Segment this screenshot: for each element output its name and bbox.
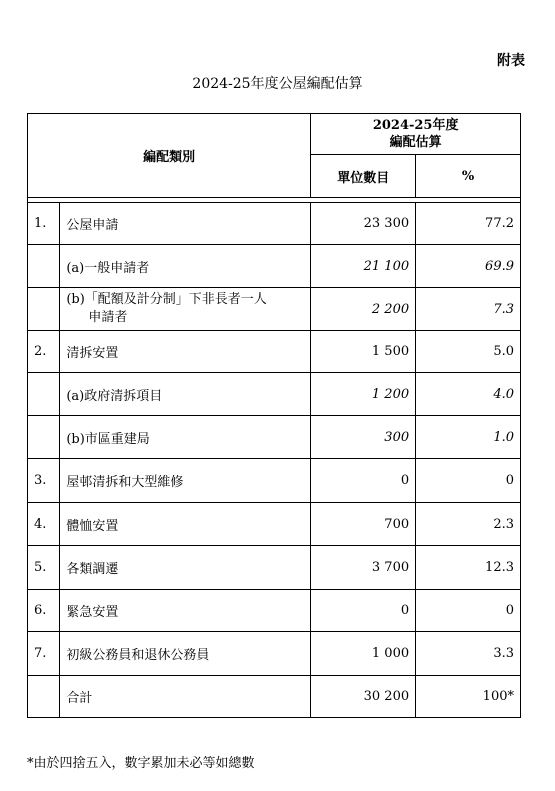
row-number: 6. — [28, 590, 60, 632]
row-number — [28, 288, 60, 331]
row-percent: 3.3 — [416, 632, 521, 676]
table-row — [28, 632, 521, 676]
row-label: 公屋申請 — [60, 203, 311, 245]
row-label: 各類調遷 — [60, 546, 311, 590]
row-percent: 69.9 — [416, 245, 521, 288]
row-units: 1 000 — [311, 632, 416, 676]
row-units: 0 — [311, 590, 416, 632]
row-percent: 2.3 — [416, 503, 521, 546]
header-year — [311, 114, 521, 155]
row-percent: 0 — [416, 459, 521, 503]
table-row — [28, 503, 521, 546]
total-units: 30 200 — [311, 676, 416, 718]
row-units: 300 — [311, 416, 416, 459]
row-percent: 0 — [416, 590, 521, 632]
table-row — [28, 416, 521, 459]
row-number: 4. — [28, 503, 60, 546]
row-number — [28, 416, 60, 459]
row-percent: 4.0 — [416, 373, 521, 416]
table-row — [28, 331, 521, 373]
row-units: 21 100 — [311, 245, 416, 288]
row-label: 初級公務員和退休公務員 — [60, 632, 311, 676]
row-number: 2. — [28, 331, 60, 373]
row-percent: 7.3 — [416, 288, 521, 331]
row-percent: 5.0 — [416, 331, 521, 373]
header-percent: % — [416, 155, 521, 198]
row-percent: 77.2 — [416, 203, 521, 245]
table-row — [28, 203, 521, 245]
row-units: 1 500 — [311, 331, 416, 373]
table-row — [28, 373, 521, 416]
table-row — [28, 288, 521, 331]
row-label — [60, 288, 311, 331]
row-percent: 1.0 — [416, 416, 521, 459]
header-year-line2: 編配估算 — [389, 135, 442, 150]
row-number: 3. — [28, 459, 60, 503]
table-row — [28, 546, 521, 590]
row-label: (a)一般申請者 — [60, 245, 311, 288]
row-label: (a)政府清拆項目 — [60, 373, 311, 416]
header-row-1 — [28, 114, 521, 155]
total-label: 合計 — [60, 676, 311, 718]
footnote: *由於四捨五入，數字累加未必等如總數 — [27, 756, 255, 771]
row-number: 1. — [28, 203, 60, 245]
total-percent: 100* — [416, 676, 521, 718]
allocation-table — [27, 113, 521, 718]
row-label: 體恤安置 — [60, 503, 311, 546]
row-units: 23 300 — [311, 203, 416, 245]
row-units: 0 — [311, 459, 416, 503]
row-label-line2: 申請者 — [88, 310, 128, 325]
row-number — [28, 245, 60, 288]
annex-label: 附表 — [497, 53, 525, 69]
header-year-line1: 2024-25年度 — [372, 118, 459, 133]
row-units: 1 200 — [311, 373, 416, 416]
total-row — [28, 676, 521, 718]
header-category: 編配類別 — [28, 114, 311, 198]
row-label: 屋邨清拆和大型維修 — [60, 459, 311, 503]
row-label: (b)市區重建局 — [60, 416, 311, 459]
row-number: 7. — [28, 632, 60, 676]
row-percent: 12.3 — [416, 546, 521, 590]
row-units: 3 700 — [311, 546, 416, 590]
table-row — [28, 590, 521, 632]
row-label: 緊急安置 — [60, 590, 311, 632]
page-title: 2024-25年度公屋編配估算 — [192, 76, 363, 92]
row-label: 清拆安置 — [60, 331, 311, 373]
row-number — [28, 373, 60, 416]
total-row-number — [28, 676, 60, 718]
row-number: 5. — [28, 546, 60, 590]
header-units: 單位數目 — [311, 155, 416, 198]
row-label-line1: (b)「配額及計分制」下非長者一人 — [66, 292, 267, 307]
row-units: 700 — [311, 503, 416, 546]
table-row — [28, 459, 521, 503]
table-row — [28, 245, 521, 288]
row-units: 2 200 — [311, 288, 416, 331]
